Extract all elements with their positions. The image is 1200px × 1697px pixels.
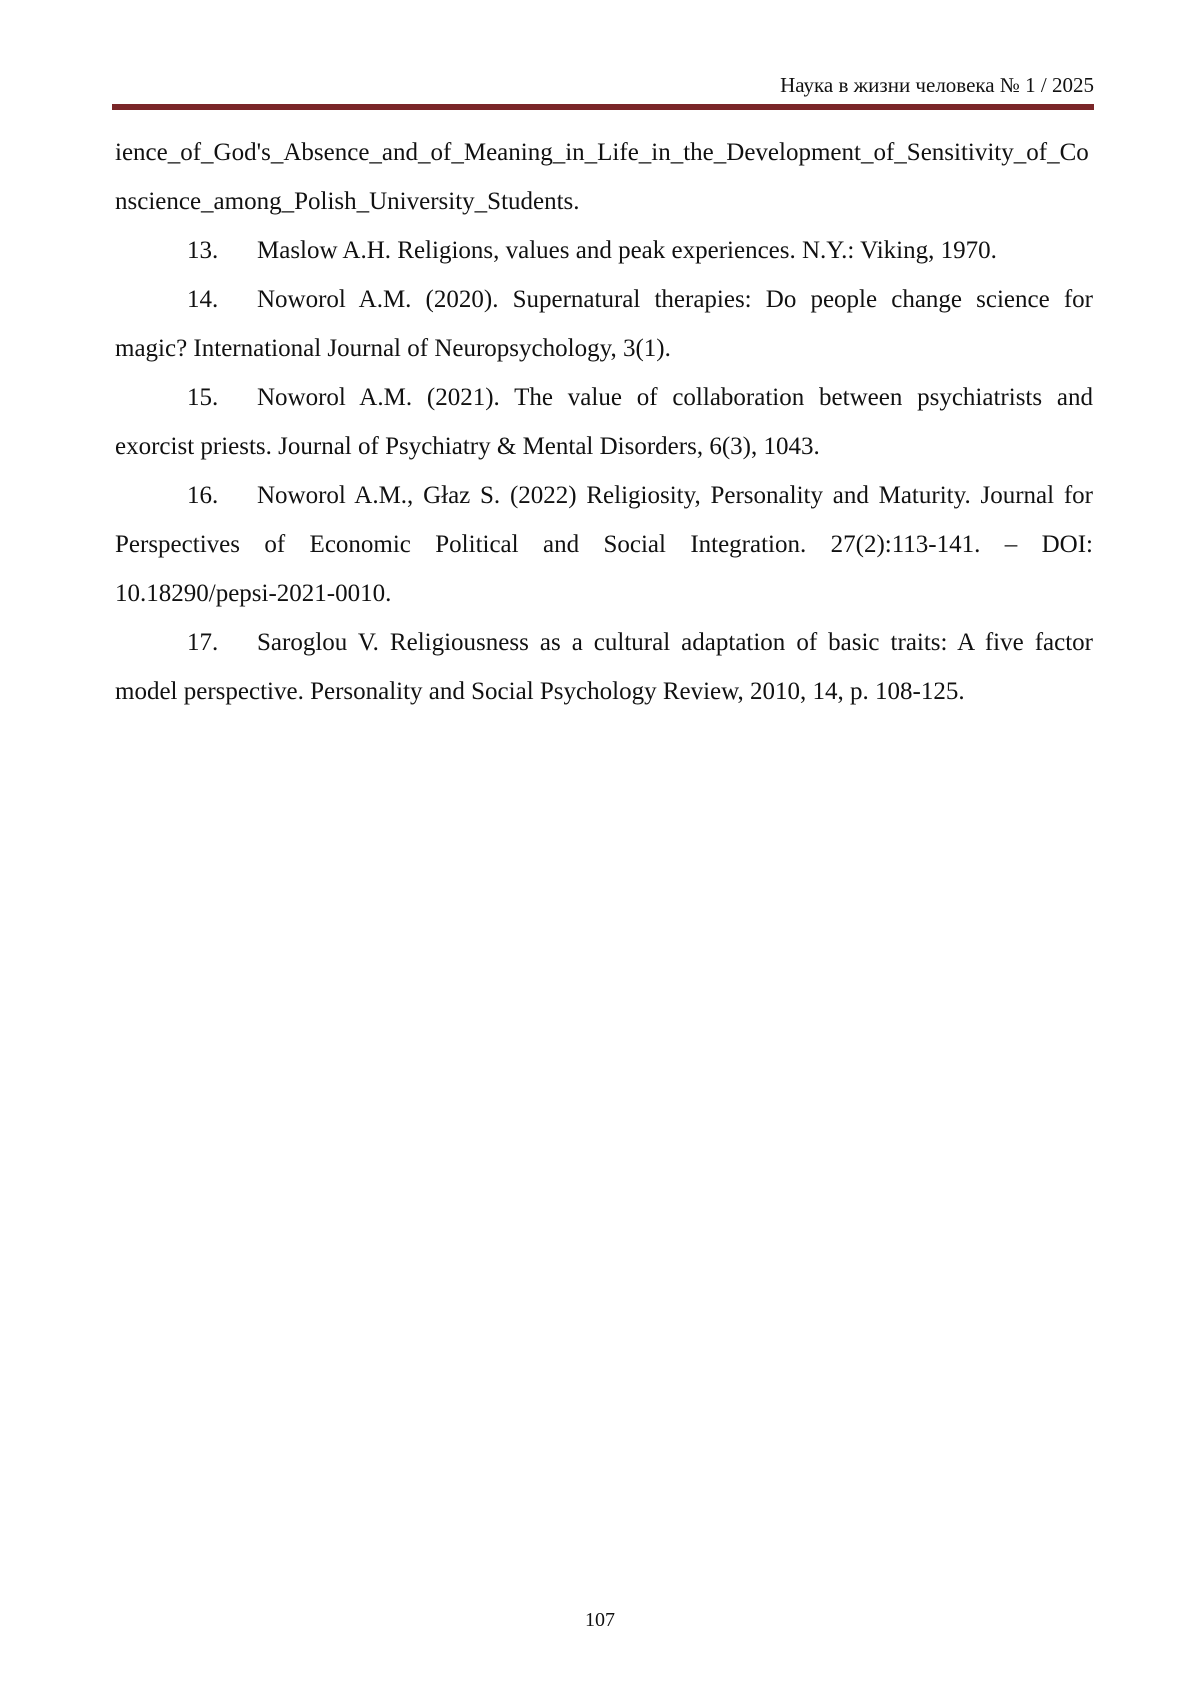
reference-number: 16. [187,482,219,509]
reference-text: Noworol A.M., Głaz S. (2022) Religiosity, Personality and Maturity. Journal for Perspectives of Economic Political and Social Integration. 27(2):113-141. – DOI: 10.18290/pepsi-2021-0010. [115,482,1093,607]
reference-number: 15. [187,384,219,411]
reference-item-17 [115,618,1093,716]
header-rule [112,104,1094,110]
reference-item-13 [115,226,1093,275]
reference-number: 14. [187,286,219,313]
running-header: Наука в жизни человека № 1 / 2025 [780,73,1094,97]
reference-item-15 [115,373,1093,471]
page-number: 107 [585,1609,615,1631]
reference-text: Maslow A.H. Religions, values and peak experiences. N.Y.: Viking, 1970. [257,237,997,264]
reference-text: Noworol A.M. (2020). Supernatural therapies: Do people change science for magic? International Journal of Neuropsychology, 3(1). [115,286,1093,362]
reference-item-16 [115,471,1093,618]
reference-number: 17. [187,629,219,656]
reference-number: 13. [187,237,219,264]
reference-item-14 [115,275,1093,373]
reference-text: Noworol A.M. (2021). The value of collaboration between psychiatrists and exorcist priests. Journal of Psychiatry & Mental Disorders, 6(3), 1043. [115,384,1093,460]
reference-list [115,128,1093,716]
reference-text: Saroglou V. Religiousness as a cultural adaptation of basic traits: A five factor model perspective. Personality and Social Psychology Review, 2010, 14, p. 108-125. [115,629,1093,705]
reference-continuation: ience_of_God's_Absence_and_of_Meaning_in_Life_in_the_Development_of_Sensitivity_of_Conscience_among_Polish_University_Students. [115,139,1089,215]
